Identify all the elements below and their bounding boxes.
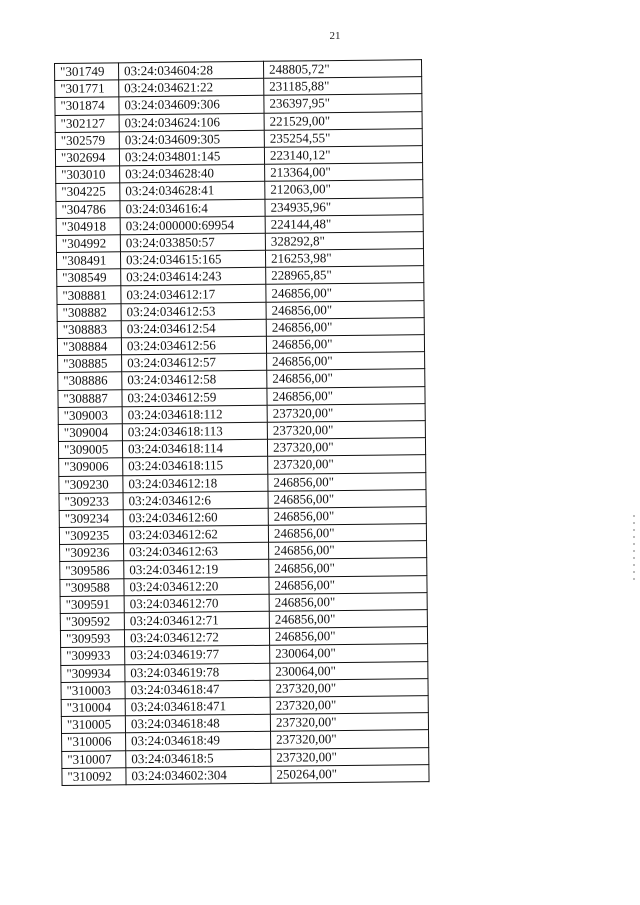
value-cell: 237320,00"	[267, 438, 425, 457]
value-cell: 234935,96"	[265, 197, 423, 216]
value-cell: 246856,00"	[269, 610, 427, 629]
row-id-cell: "309236	[60, 544, 124, 562]
cadastral-number-cell: 03:24:034609:306	[119, 96, 264, 115]
cadastral-number-cell: 03:24:034618:115	[123, 457, 268, 476]
cadastral-number-cell: 03:24:034618:48	[125, 714, 270, 733]
cadastral-number-cell: 03:24:034628:40	[120, 164, 265, 183]
value-cell: 237320,00"	[267, 421, 425, 440]
cadastral-number-cell: 03:24:034604:28	[119, 61, 264, 80]
value-cell: 237320,00"	[271, 747, 429, 766]
cadastral-number-cell: 03:24:034612:20	[124, 577, 269, 596]
property-table	[54, 59, 430, 786]
cadastral-number-cell: 03:24:034612:57	[122, 353, 267, 372]
cadastral-number-cell: 03:24:034602:304	[126, 766, 271, 785]
value-cell: 246856,00"	[269, 592, 427, 611]
value-cell: 246856,00"	[267, 386, 425, 405]
value-cell: 237320,00"	[271, 730, 429, 749]
value-cell: 246856,00"	[268, 524, 426, 543]
cadastral-number-cell: 03:24:034624:106	[119, 113, 264, 132]
value-cell: 246856,00"	[266, 300, 424, 319]
cadastral-number-cell: 03:24:034618:47	[125, 680, 270, 699]
row-id-cell: "301749	[55, 63, 119, 81]
value-cell: 246856,00"	[267, 369, 425, 388]
row-id-cell: "309593	[60, 630, 124, 648]
row-id-cell: "303010	[56, 166, 120, 184]
value-cell: 246856,00"	[266, 317, 424, 336]
value-cell: 213364,00"	[265, 163, 423, 182]
row-id-cell: "310006	[62, 733, 126, 751]
cadastral-number-cell: 03:24:034618:5	[126, 749, 271, 768]
cadastral-number-cell: 03:24:034612:17	[121, 285, 266, 304]
row-id-cell: "309592	[60, 613, 124, 631]
cadastral-number-cell: 03:24:034612:70	[124, 594, 269, 613]
value-cell: 246856,00"	[267, 352, 425, 371]
row-id-cell: "310005	[61, 716, 125, 734]
row-id-cell: "309006	[59, 458, 123, 476]
cadastral-number-cell: 03:24:034616:4	[120, 199, 265, 218]
cadastral-number-cell: 03:24:034612:6	[123, 491, 268, 510]
value-cell: 223140,12"	[264, 146, 422, 165]
row-id-cell: "308886	[58, 372, 122, 390]
value-cell: 237320,00"	[270, 713, 428, 732]
cadastral-number-cell: 03:24:034612:19	[124, 560, 269, 579]
cadastral-number-cell: 03:24:034612:56	[121, 336, 266, 355]
row-id-cell: "309588	[60, 578, 124, 596]
row-id-cell: "304992	[56, 235, 120, 253]
row-id-cell: "301874	[55, 97, 119, 115]
value-cell: 216253,98"	[265, 249, 423, 268]
value-cell: 221529,00"	[264, 111, 422, 130]
cadastral-number-cell: 03:24:034618:112	[122, 405, 267, 424]
value-cell: 228965,85"	[266, 266, 424, 285]
value-cell: 246856,00"	[266, 335, 424, 354]
row-id-cell: "309233	[59, 492, 123, 510]
value-cell: 246856,00"	[268, 489, 426, 508]
cadastral-number-cell: 03:24:034619:78	[125, 663, 270, 682]
value-cell: 237320,00"	[270, 696, 428, 715]
cadastral-number-cell: 03:24:034619:77	[125, 646, 270, 665]
row-id-cell: "309235	[59, 527, 123, 545]
row-id-cell: "302579	[55, 132, 119, 150]
cadastral-number-cell: 03:24:034612:71	[124, 611, 269, 630]
cadastral-number-cell: 03:24:034618:471	[125, 697, 270, 716]
value-cell: 230064,00"	[270, 661, 428, 680]
row-id-cell: "304918	[56, 218, 120, 236]
cadastral-number-cell: 03:24:033850:57	[120, 233, 265, 252]
row-id-cell: "308882	[57, 303, 121, 321]
row-id-cell: "301771	[55, 80, 119, 98]
value-cell: 246856,00"	[268, 472, 426, 491]
row-id-cell: "304786	[56, 200, 120, 218]
cadastral-number-cell: 03:24:034628:41	[120, 182, 265, 201]
value-cell: 328292,8"	[265, 232, 423, 251]
row-id-cell: "310004	[61, 699, 125, 717]
value-cell: 250264,00"	[271, 764, 429, 783]
cadastral-number-cell: 03:24:000000:69954	[120, 216, 265, 235]
row-id-cell: "309591	[60, 596, 124, 614]
row-id-cell: "309586	[60, 561, 124, 579]
cadastral-number-cell: 03:24:034612:54	[121, 319, 266, 338]
cadastral-number-cell: 03:24:034614:243	[121, 268, 266, 287]
cadastral-number-cell: 03:24:034612:53	[121, 302, 266, 321]
row-id-cell: "308885	[58, 355, 122, 373]
row-id-cell: "310007	[62, 750, 126, 768]
row-id-cell: "310003	[61, 682, 125, 700]
row-id-cell: "310092	[62, 767, 126, 785]
value-cell: 237320,00"	[268, 455, 426, 474]
value-cell: 231185,88"	[264, 77, 422, 96]
row-id-cell: "309234	[59, 510, 123, 528]
row-id-cell: "302127	[55, 114, 119, 132]
row-id-cell: "309230	[59, 475, 123, 493]
page-number: 21	[329, 30, 341, 42]
table-row	[62, 764, 429, 785]
cadastral-number-cell: 03:24:034801:145	[119, 147, 264, 166]
row-id-cell: "308881	[57, 286, 121, 304]
row-id-cell: "308887	[58, 389, 122, 407]
cadastral-number-cell: 03:24:034612:60	[123, 508, 268, 527]
value-cell: 230064,00"	[270, 644, 428, 663]
table-body	[55, 60, 430, 786]
value-cell: 248805,72"	[263, 60, 421, 79]
cadastral-number-cell: 03:24:034612:18	[123, 474, 268, 493]
value-cell: 246856,00"	[269, 627, 427, 646]
value-cell: 237320,00"	[270, 678, 428, 697]
row-id-cell: "309004	[58, 424, 122, 442]
cadastral-number-cell: 03:24:034615:165	[120, 250, 265, 269]
value-cell: 246856,00"	[266, 283, 424, 302]
cadastral-number-cell: 03:24:034609:305	[119, 130, 264, 149]
value-cell: 235254,55"	[264, 128, 422, 147]
row-id-cell: "304225	[56, 183, 120, 201]
row-id-cell: "309003	[58, 407, 122, 425]
row-id-cell: "309934	[61, 664, 125, 682]
value-cell: 236397,95"	[264, 94, 422, 113]
row-id-cell: "308549	[57, 269, 121, 287]
cadastral-number-cell: 03:24:034612:72	[124, 628, 269, 647]
value-cell: 246856,00"	[268, 507, 426, 526]
cadastral-number-cell: 03:24:034618:113	[122, 422, 267, 441]
row-id-cell: "309933	[61, 647, 125, 665]
row-id-cell: "308883	[57, 321, 121, 339]
cadastral-number-cell: 03:24:034612:62	[123, 525, 268, 544]
cadastral-number-cell: 03:24:034621:22	[119, 78, 264, 97]
scan-edge-mark	[633, 515, 635, 585]
value-cell: 246856,00"	[269, 558, 427, 577]
row-id-cell: "308491	[56, 252, 120, 270]
value-cell: 237320,00"	[267, 403, 425, 422]
cadastral-number-cell: 03:24:034612:59	[122, 388, 267, 407]
cadastral-number-cell: 03:24:034612:58	[122, 371, 267, 390]
row-id-cell: "309005	[58, 441, 122, 459]
row-id-cell: "308884	[57, 338, 121, 356]
value-cell: 246856,00"	[269, 541, 427, 560]
value-cell: 224144,48"	[265, 214, 423, 233]
cadastral-number-cell: 03:24:034618:49	[126, 732, 271, 751]
value-cell: 212063,00"	[265, 180, 423, 199]
cadastral-number-cell: 03:24:034618:114	[122, 439, 267, 458]
cadastral-number-cell: 03:24:034612:63	[124, 543, 269, 562]
value-cell: 246856,00"	[269, 575, 427, 594]
row-id-cell: "302694	[55, 149, 119, 167]
